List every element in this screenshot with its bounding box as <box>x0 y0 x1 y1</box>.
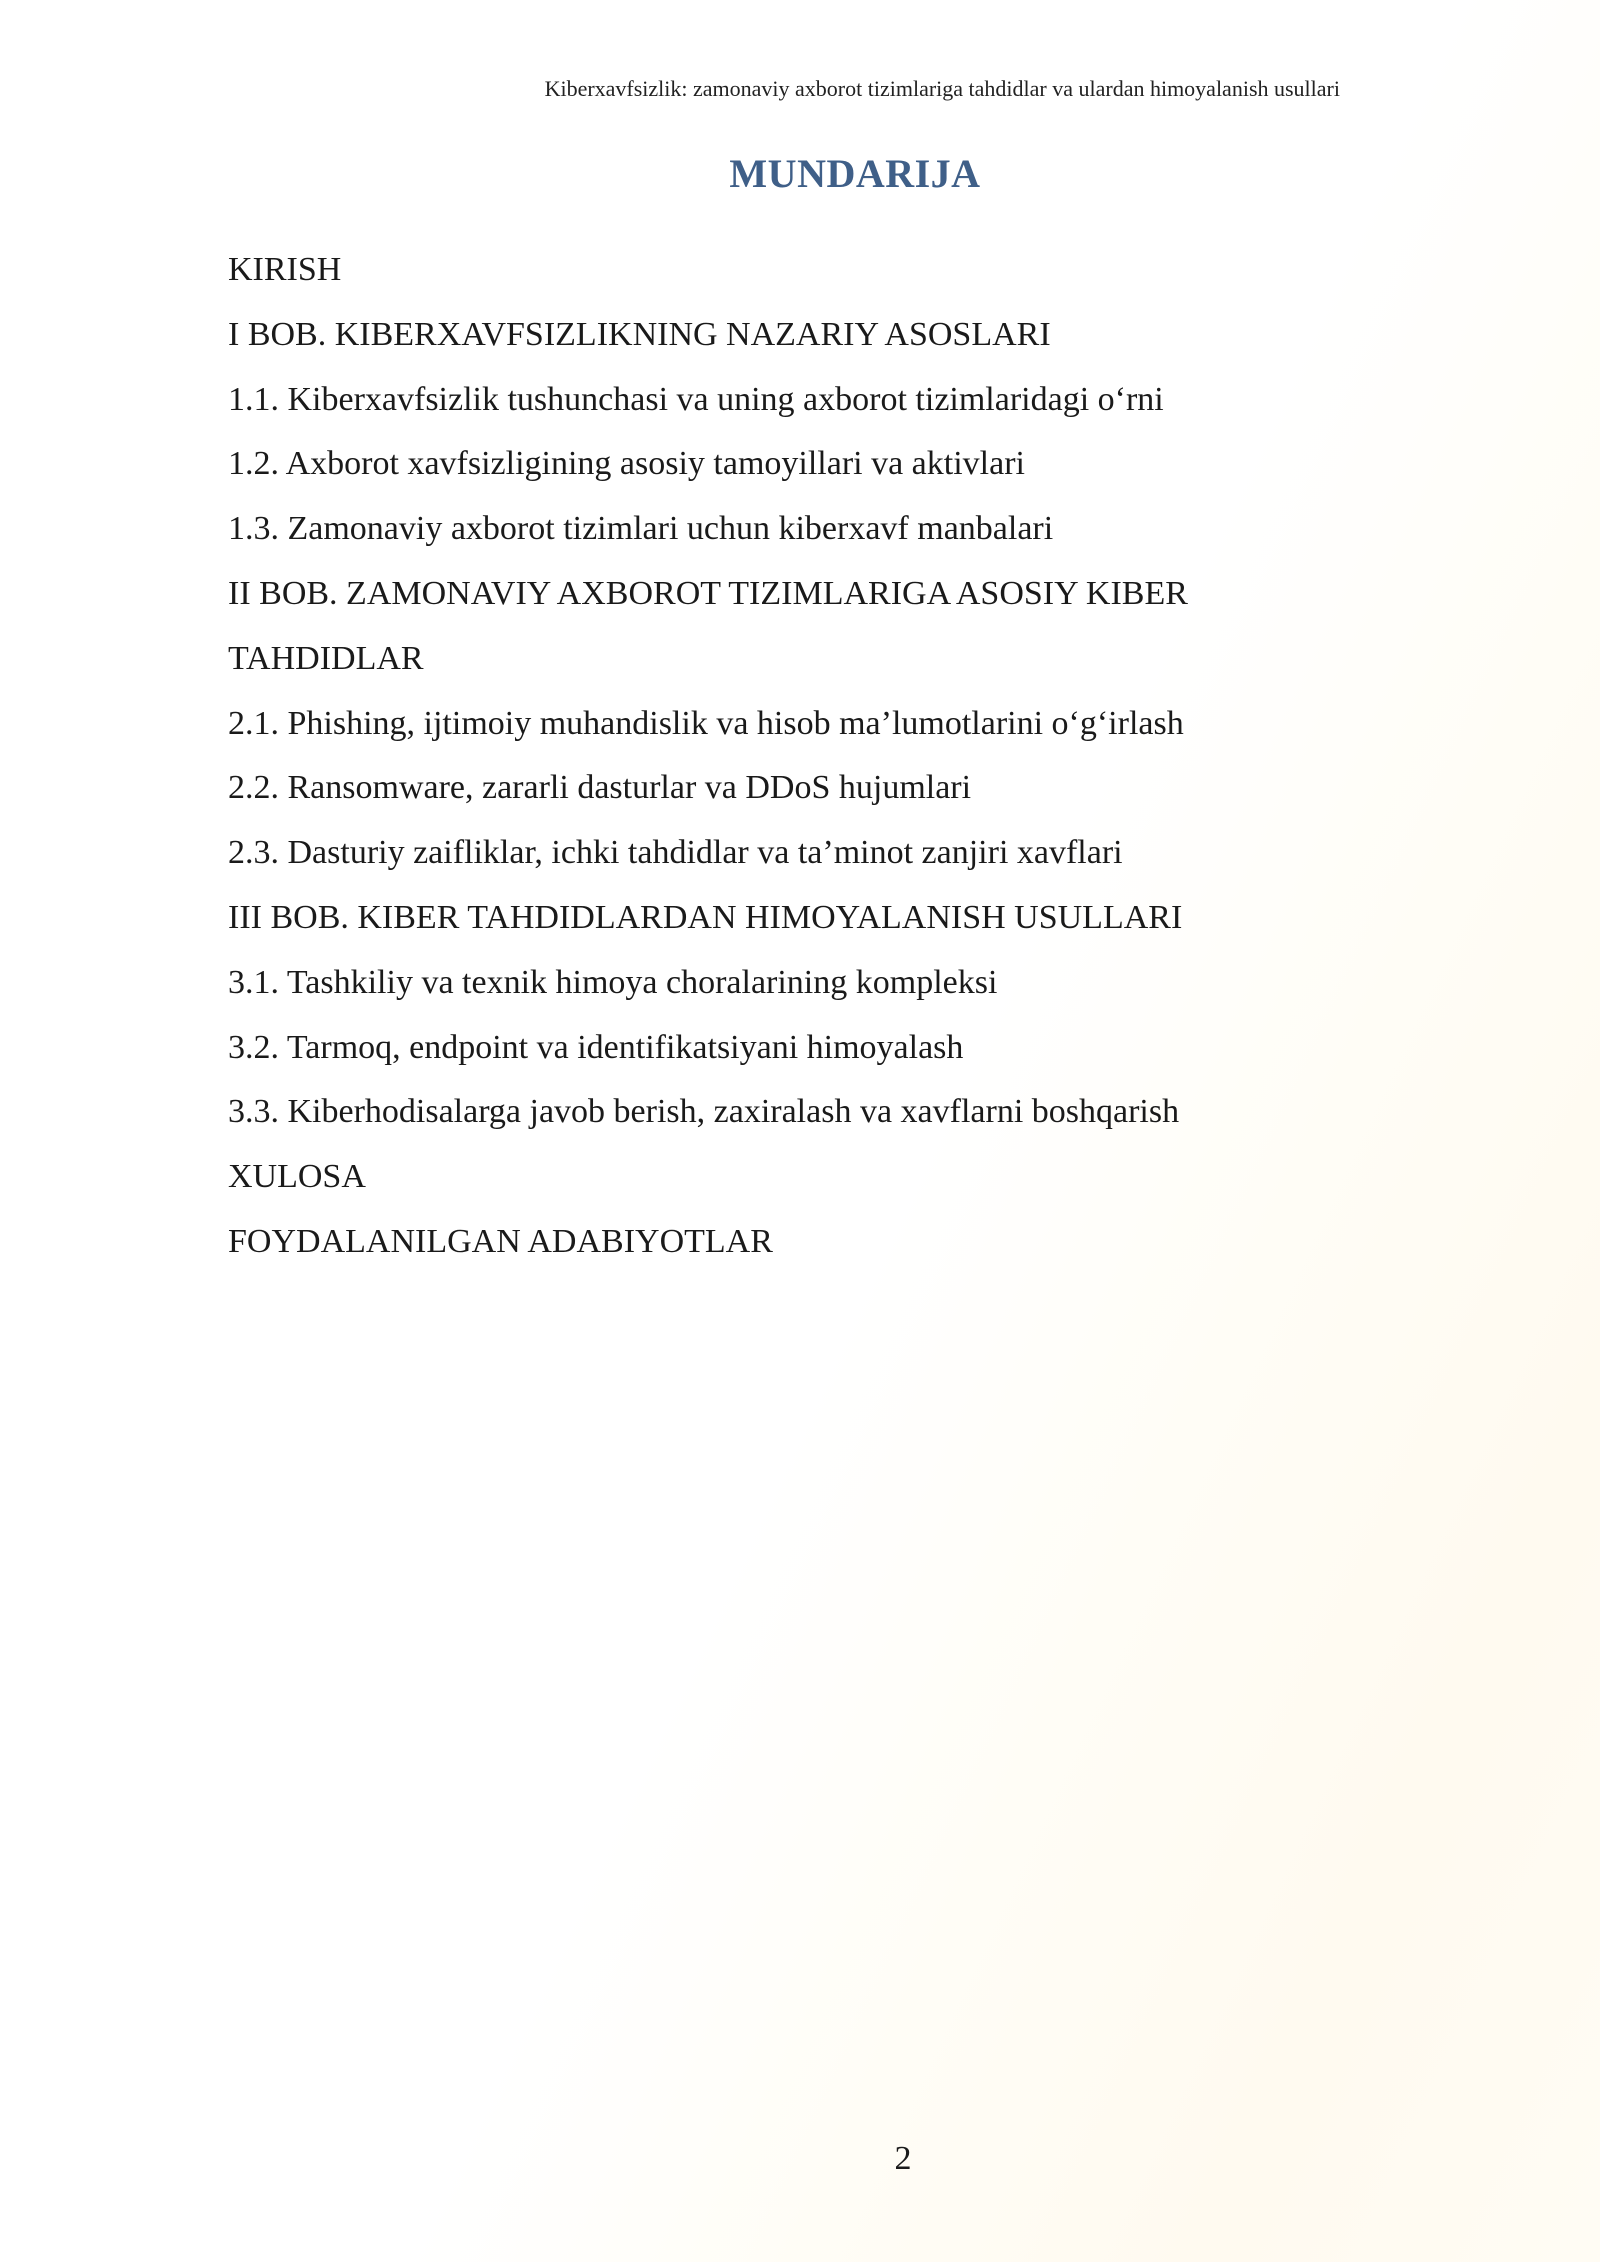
toc-entry-section-3-3: 3.3. Kiberhodisalarga javob berish, zaxiralash va xavflarni boshqarish <box>228 1093 1180 1131</box>
toc-entry-section-2-2: 2.2. Ransomware, zararli dasturlar va DDoS hujumlari <box>228 769 972 807</box>
toc-entry-section-2-1: 2.1. Phishing, ijtimoiy muhandislik va hisob ma’lumotlarini o‘g‘irlash <box>228 704 1184 742</box>
page-number: 2 <box>894 2140 912 2177</box>
table-of-contents <box>228 238 1388 1275</box>
toc-entry-introduction: KIRISH <box>228 251 342 288</box>
toc-entry-section-1-3: 1.3. Zamonaviy axborot tizimlari uchun kiberxavf manbalari <box>228 510 1054 548</box>
toc-entry-section-3-2: 3.2. Tarmoq, endpoint va identifikatsiyani himoyalash <box>228 1028 964 1066</box>
toc-entry-chapter-2: II BOB. ZAMONAVIY AXBOROT TIZIMLARIGA ASOSIY KIBER <box>228 574 1188 612</box>
toc-entry-section-3-1: 3.1. Tashkiliy va texnik himoya choralarining kompleksi <box>228 963 998 1001</box>
toc-entry-references: FOYDALANILGAN ADABIYOTLAR <box>228 1222 773 1260</box>
toc-entry-chapter-1: I BOB. KIBERXAVFSIZLIKNING NAZARIY ASOSLARI <box>228 315 1051 353</box>
toc-entry-section-1-2: 1.2. Axborot xavfsizligining asosiy tamoyillari va aktivlari <box>228 445 1025 483</box>
running-header: Kiberxavfsizlik: zamonaviy axborot tizimlariga tahdidlar va ulardan himoyalanish usullari <box>544 76 1340 101</box>
toc-entry-chapter-2-continued: TAHDIDLAR <box>228 639 424 677</box>
toc-entry-conclusion: XULOSA <box>228 1158 366 1196</box>
toc-entry-section-1-1: 1.1. Kiberxavfsizlik tushunchasi va uning axborot tizimlaridagi o‘rni <box>228 380 1164 418</box>
toc-entry-chapter-3: III BOB. KIBER TAHDIDLARDAN HIMOYALANISH USULLARI <box>228 898 1183 936</box>
toc-title: MUNDARIJA <box>729 151 981 196</box>
toc-entry-section-2-3: 2.3. Dasturiy zaifliklar, ichki tahdidlar va ta’minot zanjiri xavflari <box>228 834 1123 872</box>
